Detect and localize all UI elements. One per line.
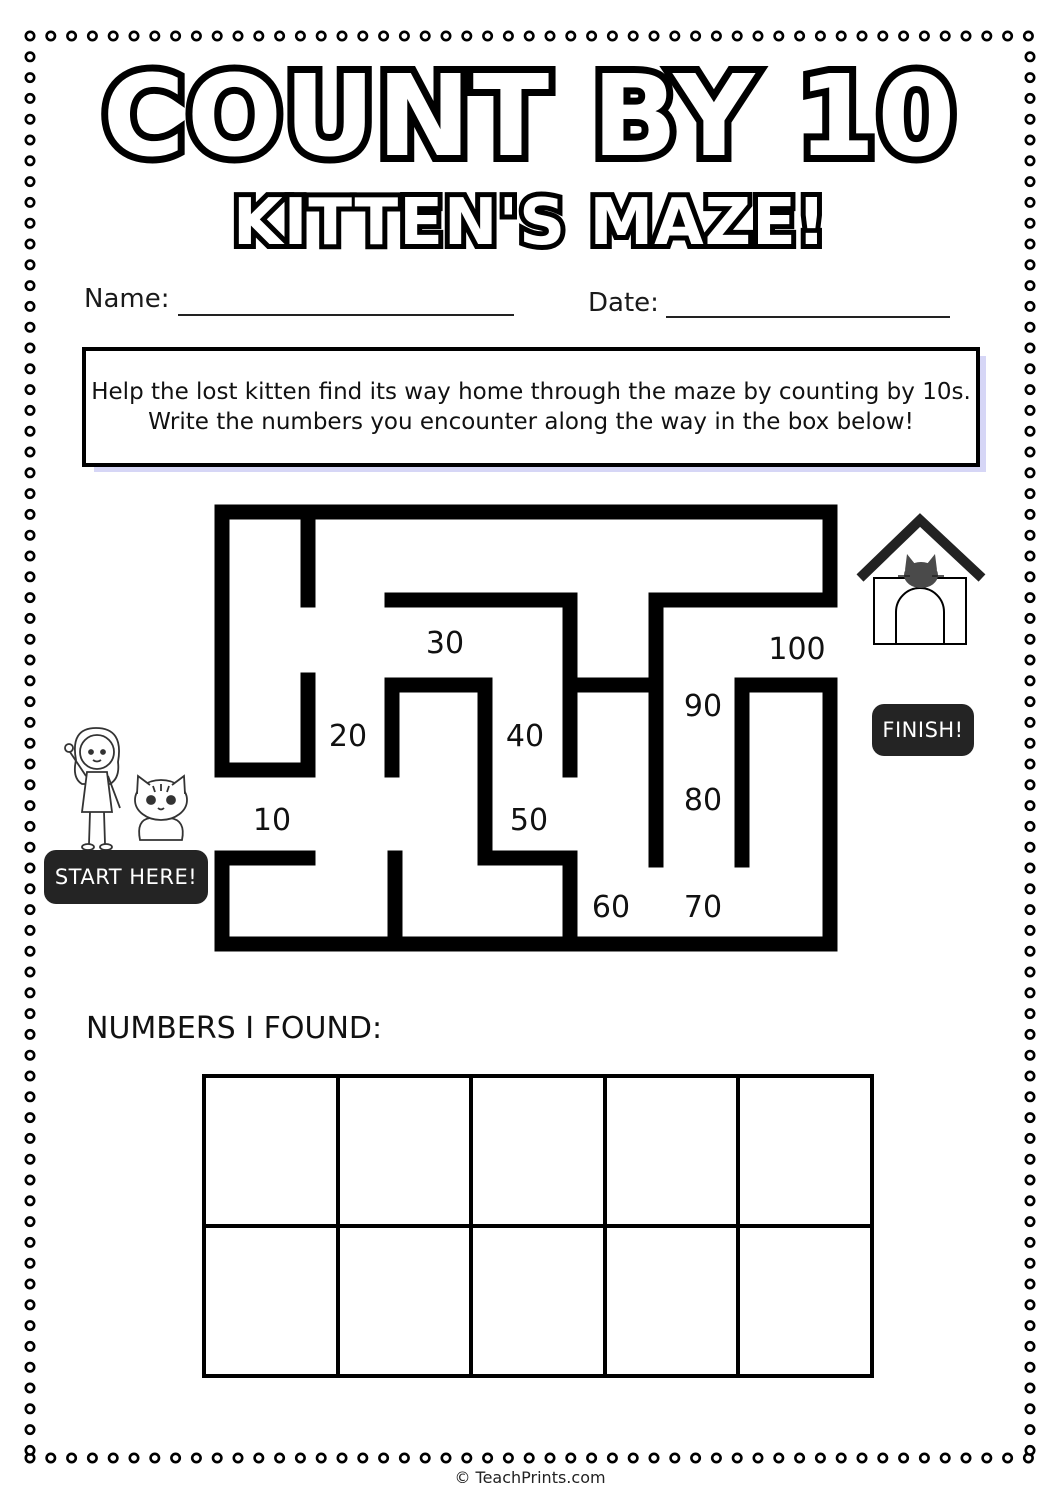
answer-cell[interactable] bbox=[738, 1076, 872, 1226]
maze-number-70: 70 bbox=[683, 890, 723, 925]
answer-cell[interactable] bbox=[605, 1076, 739, 1226]
finish-label: FINISH! bbox=[872, 704, 974, 756]
maze-number-20: 20 bbox=[328, 719, 368, 754]
start-here-label: START HERE! bbox=[44, 850, 208, 904]
answer-grid bbox=[202, 1074, 874, 1378]
maze-number-90: 90 bbox=[683, 689, 723, 724]
date-label: Date: bbox=[588, 288, 659, 318]
girl-illustration bbox=[65, 728, 120, 850]
copyright-text: © TeachPrints.com bbox=[454, 1468, 606, 1487]
answer-cell[interactable] bbox=[471, 1226, 605, 1376]
answer-cell[interactable] bbox=[738, 1226, 872, 1376]
title-count-by-10: COUNT BY 10 bbox=[102, 52, 958, 182]
answer-cell[interactable] bbox=[204, 1076, 338, 1226]
title-kittens-maze: KITTEN'S MAZE! bbox=[233, 186, 827, 260]
answer-cell[interactable] bbox=[338, 1226, 472, 1376]
maze-number-30: 30 bbox=[425, 626, 465, 661]
answer-cell[interactable] bbox=[605, 1226, 739, 1376]
kitten-illustration bbox=[135, 776, 187, 852]
maze-number-100: 100 bbox=[768, 632, 826, 667]
maze-number-10: 10 bbox=[252, 803, 292, 838]
cat-house-icon bbox=[860, 520, 982, 644]
maze-number-50: 50 bbox=[509, 803, 549, 838]
numbers-found-label: NUMBERS I FOUND: bbox=[86, 1011, 383, 1046]
answer-cell[interactable] bbox=[471, 1076, 605, 1226]
answer-cell[interactable] bbox=[204, 1226, 338, 1376]
maze-number-40: 40 bbox=[505, 719, 545, 754]
name-label: Name: bbox=[84, 284, 170, 314]
instruction-text: Help the lost kitten find its way home through the maze by counting by 10s. Write the numbers you encounter along the way in the box below! bbox=[91, 379, 971, 435]
maze-number-80: 80 bbox=[683, 783, 723, 818]
answer-cell[interactable] bbox=[338, 1076, 472, 1226]
maze-number-60: 60 bbox=[591, 890, 631, 925]
